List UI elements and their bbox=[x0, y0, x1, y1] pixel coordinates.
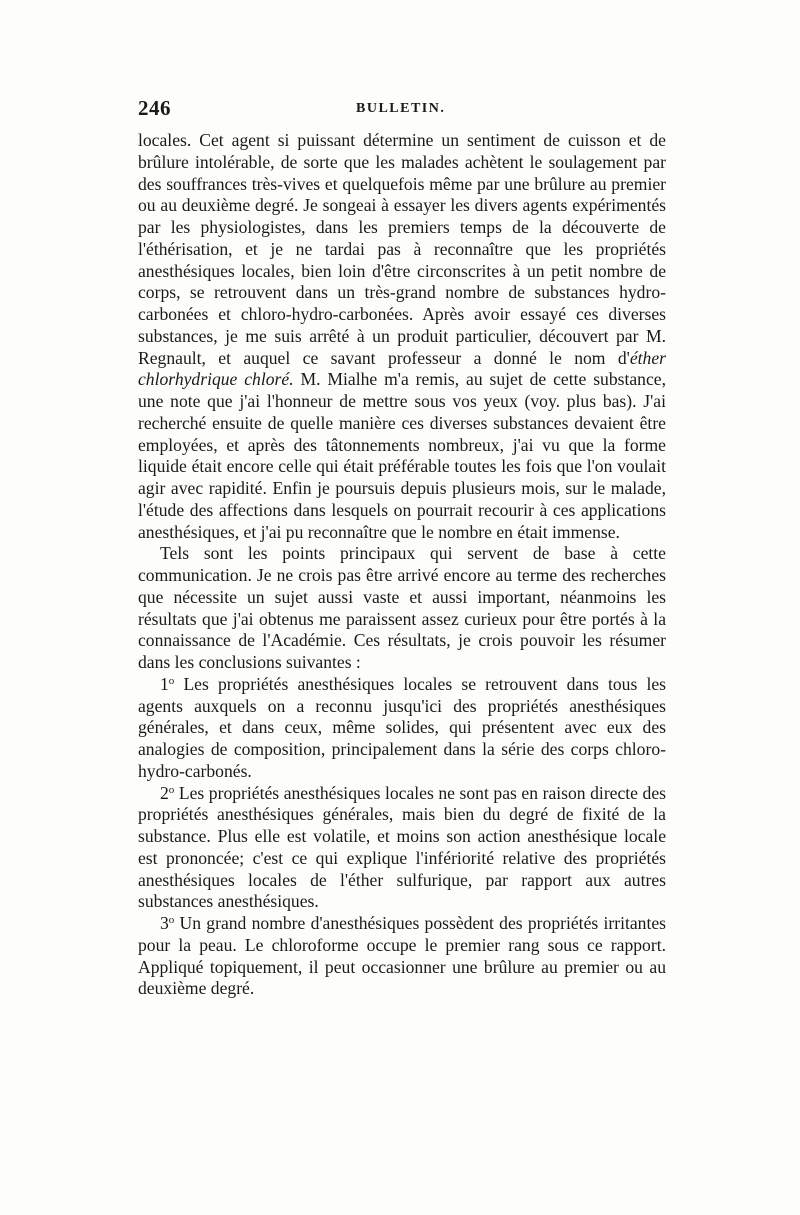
paragraph-summary: Tels sont les points principaux qui servent de base à cette communication. Je ne crois pas être arrivé encore au terme des recherches que nécessite un sujet aussi vaste et aussi important, néanmoins les résultats que j'ai obtenus me paraissent assez curieux pour être portés à la connaissance de l'Académie. Ces résultats, je crois pouvoir les résumer dans les conclusions suivantes : bbox=[138, 543, 666, 672]
page-number: 246 bbox=[138, 96, 171, 120]
running-head bbox=[138, 96, 666, 124]
italic-term: éther chlorhydrique chloré. bbox=[138, 347, 666, 390]
conclusion-text: Les propriétés anesthésiques locales ne sont pas en raison directe des propriétés anesthésiques générales, mais bien du degré de fixité de la substance. Plus elle est volatile, et moins son action anesthésique locale est prononcée; c'est ce qui explique l'infériorité relative des propriétés anesthésiques locales de l'éther sulfurique, par rapport aux autres substances anesthésiques. bbox=[138, 782, 666, 912]
conclusion-item-3 bbox=[138, 913, 666, 1000]
conclusion-text: Un grand nombre d'anesthésiques possèdent des propriétés irritantes pour la peau. Le chloroforme occupe le premier rang sous ce rapport. Appliqué topiquement, il peut occasionner une brûlure au premier ou au deuxième degré. bbox=[138, 913, 666, 999]
conclusion-item-1 bbox=[138, 674, 666, 783]
body-text bbox=[138, 130, 666, 1000]
conclusion-text: Les propriétés anesthésiques locales se retrouvent dans tous les agents auxquels on a reconnu jusqu'ici des propriétés anesthésiques générales, et dans ceux, même solides, qui présentent avec eux des analogies de composition, principalement dans la série des corps chloro-hydro-carbonés. bbox=[138, 673, 666, 781]
conclusion-number: 3 bbox=[160, 913, 169, 933]
ordinal-mark: o bbox=[168, 783, 175, 796]
conclusion-number: 1 bbox=[160, 673, 169, 694]
paragraph-text: locales. Cet agent si puissant détermine un sentiment de cuisson et de brûlure intolérable, de sorte que les malades achètent le soulagement par des souffrances très-vives et quelquefois même par une brûlure au premier ou au deuxième degré. Je songeai à essayer les divers agents expérimentés par les physiologistes, dans les premiers temps de la découverte de l'éthérisation, et je ne tardai pas à reconnaître que les propriétés anesthésiques locales, bien loin d'être circonscrites à un petit nombre de corps, se retrouvent dans un très-grand nombre de substances hydro-carbonées et chloro-hydro-carbonées. Après avoir essayé ces diverses substances, je me suis arrêté à un produit particulier, découvert par M. Regnault, et auquel ce savant professeur a donné le nom d' bbox=[138, 130, 666, 368]
ordinal-mark: o bbox=[168, 914, 175, 926]
paragraph-text: M. Mialhe m'a remis, au sujet de cette substance, une note que j'ai l'honneur de mettre sous vos yeux (voy. plus bas). J'ai recherché ensuite de quelle manière ces diverses substances devaient être employées, et après des tâtonnements nombreux, j'ai vu que la forme liquide était encore celle qui était préférable toutes les fois que l'on voulait agir avec rapidité. Enfin je poursuis depuis plusieurs mois, sur le malade, l'étude des affections dans lesquels on pourrait recourir à ces applications anesthésiques, et j'ai pu reconnaître que le nombre en était immense. bbox=[138, 369, 666, 542]
running-title: BULLETIN. bbox=[356, 101, 446, 116]
paragraph-continued bbox=[138, 130, 666, 543]
ordinal-mark: o bbox=[168, 674, 175, 687]
conclusion-item-2 bbox=[138, 783, 666, 914]
conclusion-number: 2 bbox=[160, 782, 169, 803]
